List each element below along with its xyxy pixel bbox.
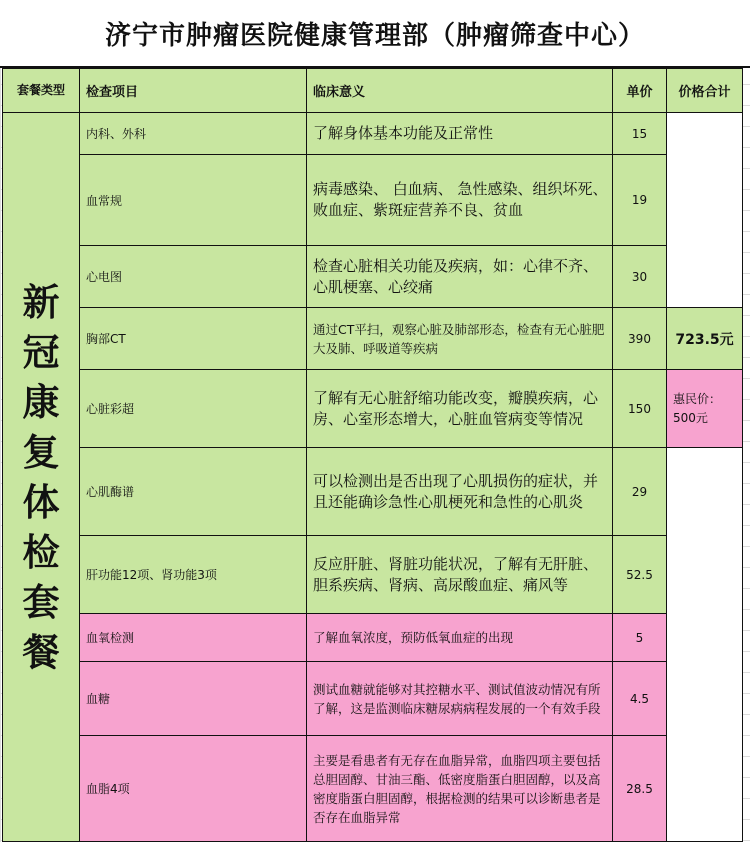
meaning-cell: 测试血糖就能够对其控糖水平、测试值波动情况有所了解，这是监测临床糖尿病病程发展的一个有效手段 — [307, 662, 613, 736]
table-row — [3, 736, 743, 842]
item-cell: 血常规 — [80, 155, 307, 246]
price-cell: 390 — [613, 308, 667, 370]
table-row — [3, 155, 743, 246]
price-cell: 15 — [613, 113, 667, 155]
item-cell: 内科、外科 — [80, 113, 307, 155]
table-row — [3, 308, 743, 370]
header-price: 单价 — [613, 69, 667, 113]
table-row — [3, 370, 743, 448]
table-row — [3, 448, 743, 536]
promo-price-cell — [667, 370, 743, 448]
header-total: 价格合计 — [667, 69, 743, 113]
header-meaning: 临床意义 — [307, 69, 613, 113]
header-row — [3, 69, 743, 113]
price-cell: 150 — [613, 370, 667, 448]
table-row — [3, 536, 743, 614]
table-row — [3, 614, 743, 662]
price-cell: 28.5 — [613, 736, 667, 842]
price-cell: 52.5 — [613, 536, 667, 614]
meaning-cell: 可以检测出是否出现了心肌损伤的症状，并且还能确诊急性心肌梗死和急性的心肌炎 — [307, 448, 613, 536]
package-name-char: 餐 — [22, 630, 60, 674]
package-name-cell — [3, 113, 80, 842]
table-row — [3, 662, 743, 736]
meaning-cell: 反应肝脏、肾脏功能状况，了解有无肝脏、胆系疾病、肾病、高尿酸血症、痛风等 — [307, 536, 613, 614]
meaning-cell: 了解身体基本功能及正常性 — [307, 113, 613, 155]
package-table — [2, 68, 743, 842]
price-cell: 4.5 — [613, 662, 667, 736]
item-cell: 心脏彩超 — [80, 370, 307, 448]
price-cell: 5 — [613, 614, 667, 662]
promo-label: 惠民价： — [673, 391, 722, 406]
item-cell: 心肌酶谱 — [80, 448, 307, 536]
item-cell: 肝功能12项、肾功能3项 — [80, 536, 307, 614]
meaning-cell: 主要是看患者有无存在血脂异常，血脂四项主要包括总胆固醇、甘油三酯、低密度脂蛋白胆固醇，以及高密度脂蛋白胆固醇，根据检测的结果可以诊断患者是否存在血脂异常 — [307, 736, 613, 842]
item-cell: 胸部CT — [80, 308, 307, 370]
item-cell: 血糖 — [80, 662, 307, 736]
package-name-char: 新 — [22, 280, 60, 324]
table-row — [3, 113, 743, 155]
page-title: 济宁市肿瘤医院健康管理部（肿瘤筛查中心） — [0, 0, 750, 68]
total-amount: 723.5元 — [667, 308, 743, 370]
meaning-cell: 检查心脏相关功能及疾病，如：心律不齐、心肌梗塞、心绞痛 — [307, 246, 613, 308]
package-name-char: 康 — [22, 380, 60, 424]
package-name-char: 套 — [22, 580, 60, 624]
header-type: 套餐类型 — [3, 69, 80, 113]
package-name-char: 复 — [22, 430, 60, 474]
price-cell: 19 — [613, 155, 667, 246]
meaning-cell: 了解有无心脏舒缩功能改变，瓣膜疾病，心房、心室形态增大，心脏血管病变等情况 — [307, 370, 613, 448]
total-empty-cell — [667, 113, 743, 308]
item-cell: 心电图 — [80, 246, 307, 308]
promo-price: 500元 — [673, 410, 708, 425]
price-cell: 30 — [613, 246, 667, 308]
package-name-char: 冠 — [22, 330, 60, 374]
table-row — [3, 246, 743, 308]
item-cell: 血脂4项 — [80, 736, 307, 842]
price-cell: 29 — [613, 448, 667, 536]
header-item: 检查项目 — [80, 69, 307, 113]
total-empty-cell — [667, 448, 743, 842]
meaning-cell: 通过CT平扫，观察心脏及肺部形态，检查有无心脏肥大及肺、呼吸道等疾病 — [307, 308, 613, 370]
meaning-cell: 了解血氧浓度，预防低氧血症的出现 — [307, 614, 613, 662]
item-cell: 血氧检测 — [80, 614, 307, 662]
meaning-cell: 病毒感染、 白血病、 急性感染、组织坏死、 败血症、紫斑症营养不良、贫血 — [307, 155, 613, 246]
package-name-char: 体 — [22, 480, 60, 524]
package-name-char: 检 — [22, 530, 60, 574]
